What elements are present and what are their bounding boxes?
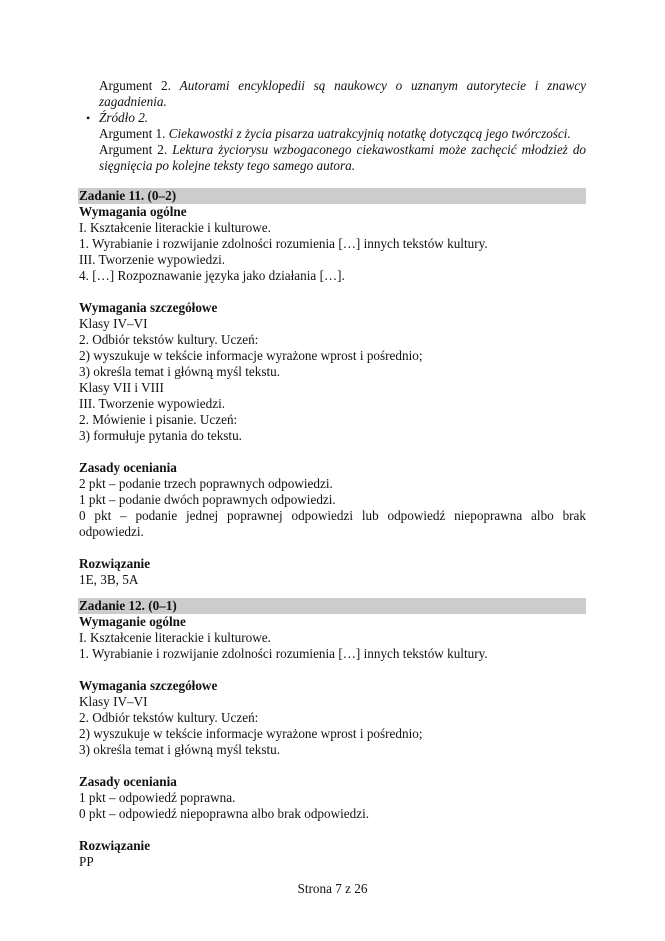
requirement-item: III. Tworzenie wypowiedzi.	[79, 396, 226, 411]
section-title-solution: Rozwiązanie	[79, 556, 151, 571]
requirement-item: 3) formułuje pytania do tekstu.	[79, 428, 242, 443]
requirement-item: 1. Wyrabianie i rozwijanie zdolności rozumienia […] innych tekstów kultury.	[79, 236, 488, 251]
section-title-detailed: Wymagania szczegółowe	[79, 678, 218, 693]
section-title-scoring: Zasady oceniania	[79, 460, 177, 475]
page-content	[79, 78, 586, 870]
requirement-item: I. Kształcenie literackie i kulturowe.	[79, 220, 271, 235]
scoring-item: 0 pkt – odpowiedź niepoprawna albo brak odpowiedzi.	[79, 806, 370, 821]
requirement-item: 3) określa temat i główną myśl tekstu.	[79, 742, 281, 757]
requirement-item: 4. […] Rozpoznawanie języka jako działania […].	[79, 268, 345, 283]
requirement-item: 2) wyszukuje w tekście informacje wyrażone wprost i pośrednio;	[79, 726, 423, 741]
task-12	[79, 598, 586, 870]
requirement-item: Klasy IV–VI	[79, 694, 148, 709]
requirement-item: 2) wyszukuje w tekście informacje wyrażone wprost i pośrednio;	[79, 348, 423, 363]
argument-label: Argument 1.	[99, 126, 166, 141]
argument-text: Ciekawostki z życia pisarza uatrakcyjnią notatkę dotyczącą jego twórczości.	[168, 126, 571, 141]
source1-argument2	[79, 78, 586, 110]
task-header: Zadanie 11. (0–2)	[78, 188, 586, 204]
scoring-item: 2 pkt – podanie trzech poprawnych odpowiedzi.	[79, 476, 333, 491]
section-title-general: Wymaganie ogólne	[79, 614, 186, 629]
source2-argument1	[99, 126, 586, 142]
scoring-item-continued: odpowiedzi.	[79, 524, 144, 539]
scoring-item: 1 pkt – podanie dwóch poprawnych odpowiedzi.	[79, 492, 336, 507]
task-header: Zadanie 12. (0–1)	[78, 598, 586, 614]
solution-text: PP	[79, 854, 94, 869]
requirement-item: Klasy VII i VIII	[79, 380, 164, 395]
argument-text-continued: sięgnięcia po kolejne teksty tego samego autora.	[99, 158, 355, 173]
argument-text: Lektura życiorysu wzbogaconego ciekawostkami może zachęcić młodzież do	[172, 142, 587, 157]
requirement-item: III. Tworzenie wypowiedzi.	[79, 252, 226, 267]
requirement-item: 1. Wyrabianie i rozwijanie zdolności rozumienia […] innych tekstów kultury.	[79, 646, 488, 661]
section-title-scoring: Zasady oceniania	[79, 774, 177, 789]
source2-item	[79, 110, 586, 174]
source2-label: Źródło 2.	[99, 110, 149, 125]
argument-text: Autorami encyklopedii są naukowcy o uznanym autorytecie i znawcy	[179, 78, 587, 93]
scoring-item: 1 pkt – odpowiedź poprawna.	[79, 790, 236, 805]
requirement-item: 2. Mówienie i pisanie. Uczeń:	[79, 412, 238, 427]
argument-label: Argument 2.	[99, 78, 171, 93]
scoring-item: 0 pkt – podanie jednej poprawnej odpowiedzi lub odpowiedź niepoprawna albo brak	[79, 508, 586, 523]
argument-line	[99, 78, 586, 94]
solution-text: 1E, 3B, 5A	[79, 572, 139, 587]
section-title-general: Wymagania ogólne	[79, 204, 187, 219]
requirement-item: I. Kształcenie literackie i kulturowe.	[79, 630, 271, 645]
requirement-item: Klasy IV–VI	[79, 316, 148, 331]
section-title-solution: Rozwiązanie	[79, 838, 151, 853]
requirement-item: 2. Odbiór tekstów kultury. Uczeń:	[79, 332, 259, 347]
page-number: Strona 7 z 26	[297, 881, 368, 896]
source2-argument2	[99, 142, 586, 158]
section-title-detailed: Wymagania szczegółowe	[79, 300, 218, 315]
argument-label: Argument 2.	[99, 142, 168, 157]
bullet-icon: •	[86, 111, 91, 125]
task-11	[79, 188, 586, 588]
requirement-item: 2. Odbiór tekstów kultury. Uczeń:	[79, 710, 259, 725]
requirement-item: 3) określa temat i główną myśl tekstu.	[79, 364, 281, 379]
argument-text-continued: zagadnienia.	[99, 94, 167, 109]
